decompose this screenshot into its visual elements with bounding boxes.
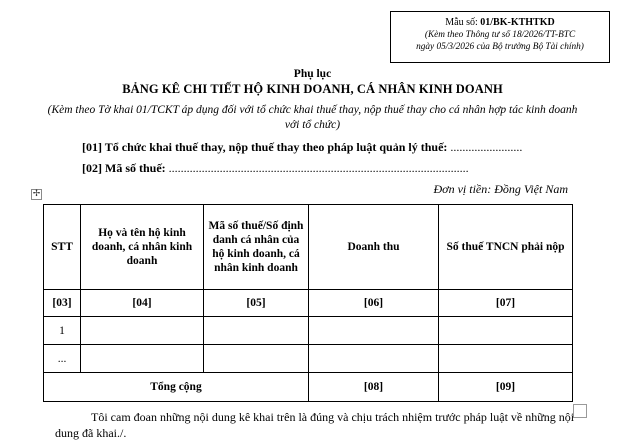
organization-label: [01] Tổ chức khai thuế thay, nộp thuế thay theo pháp luật quản lý thuế: <box>82 140 448 154</box>
header-pit-payable: Số thuế TNCN phải nộp <box>439 205 573 290</box>
table-cell-stt[interactable]: 1 <box>44 317 81 345</box>
tax-code-field <box>82 161 469 175</box>
form-code-box <box>390 11 610 63</box>
detail-table <box>43 204 573 402</box>
table-cell[interactable] <box>81 345 204 373</box>
form-code-label: Mẫu số: <box>445 17 481 28</box>
form-reference-line-1: (Kèm theo Thông tư số 18/2026/TT-BTC <box>424 30 576 40</box>
header-stt: STT <box>44 205 81 290</box>
table-row <box>44 345 573 373</box>
code-cell: [06] <box>309 290 439 317</box>
total-revenue-code: [08] <box>309 373 439 402</box>
table-cell[interactable] <box>309 345 439 373</box>
table-cell[interactable] <box>439 345 573 373</box>
document-subtitle: (Kèm theo Tờ khai 01/TCKT áp dụng đối với tổ chức khai thuế thay, nộp thuế thay cho cá nhân hợp tác kinh doanh với tổ chức) <box>47 104 578 131</box>
organization-value[interactable]: ........................ <box>450 140 523 154</box>
table-cell[interactable] <box>204 345 309 373</box>
table-row <box>44 317 573 345</box>
total-label: Tổng cộng <box>44 373 309 402</box>
table-code-row <box>44 290 573 317</box>
currency-unit: Đơn vị tiền: Đồng Việt Nam <box>433 182 568 196</box>
code-cell: [03] <box>44 290 81 317</box>
total-tax-code: [09] <box>439 373 573 402</box>
header-tax-id: Mã số thuế/Số định danh cá nhân của hộ kinh doanh, cá nhân kinh doanh <box>204 205 309 290</box>
document-title: BẢNG KÊ CHI TIẾT HỘ KINH DOANH, CÁ NHÂN KINH DOANH <box>122 82 503 96</box>
table-cell[interactable] <box>81 317 204 345</box>
table-resize-handle[interactable] <box>573 404 587 418</box>
table-cell[interactable] <box>439 317 573 345</box>
header-revenue: Doanh thu <box>309 205 439 290</box>
tax-code-value[interactable]: .................................................................................................... <box>168 161 469 175</box>
code-cell: [07] <box>439 290 573 317</box>
table-cell-stt[interactable]: ... <box>44 345 81 373</box>
form-code-value: 01/BK-KTHTKD <box>480 17 555 28</box>
form-reference-line-2: ngày 05/3/2026 của Bộ trưởng Bộ Tài chính) <box>416 42 584 52</box>
table-cell[interactable] <box>204 317 309 345</box>
code-cell: [04] <box>81 290 204 317</box>
commitment-text: Tôi cam đoan những nội dung kê khai trên là đúng và chịu trách nhiệm trước pháp luật về những nội dung đã khai./. <box>55 410 575 440</box>
table-header-row <box>44 205 573 290</box>
form-code <box>391 16 609 29</box>
move-arrows-icon[interactable]: ✢ <box>32 189 41 199</box>
tax-code-label: [02] Mã số thuế: <box>82 161 166 175</box>
appendix-label: Phụ lục <box>293 68 332 80</box>
code-cell: [05] <box>204 290 309 317</box>
table-total-row <box>44 373 573 402</box>
table-cell[interactable] <box>309 317 439 345</box>
organization-field <box>82 140 522 154</box>
header-name: Họ và tên hộ kinh doanh, cá nhân kinh doanh <box>81 205 204 290</box>
